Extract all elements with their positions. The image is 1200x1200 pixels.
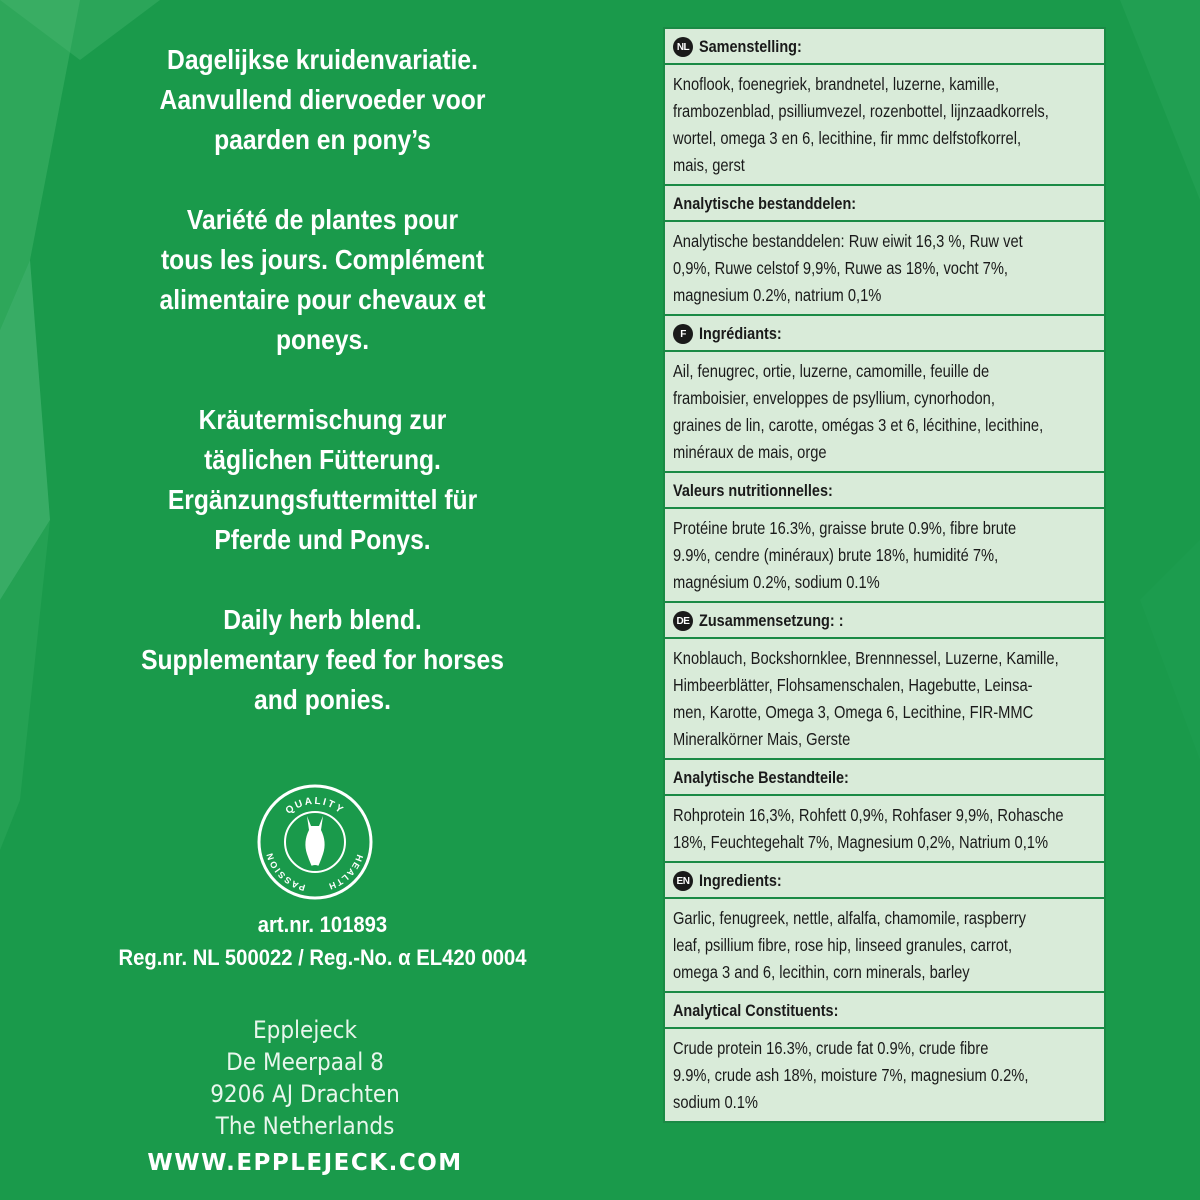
badge-left-text: PASSION: [264, 850, 307, 893]
language-badge-nl: NL: [673, 37, 693, 57]
intro-line: tous les jours. Complément: [160, 244, 485, 275]
section-body-nl-analytical: [665, 222, 1104, 316]
svg-text:QUALITY: [284, 796, 346, 817]
heading-text: Ingrédiants:: [699, 324, 782, 343]
body-line: graines de lin, carotte, omégas 3 et 6, lécithine, lecithine,: [673, 415, 1044, 435]
body-line: Knoblauch, Bockshornklee, Brennnessel, Luzerne, Kamille,: [673, 648, 1059, 668]
section-body-en-analytical: [665, 1029, 1104, 1121]
intro-fr: [92, 200, 554, 360]
badge-right-text: HEALTH: [326, 853, 365, 892]
body-line: Knoflook, foenegriek, brandnetel, luzerne, kamille,: [673, 74, 1000, 94]
intro-line: Ergänzungsfuttermittel für: [167, 484, 478, 515]
section-heading-fr-ingredients: [665, 316, 1104, 352]
body-line: Garlic, fenugreek, nettle, alfalfa, chamomile, raspberry: [673, 908, 1026, 928]
section-body-de-analytical: [665, 796, 1104, 863]
body-line: wortel, omega 3 en 6, lecithine, fir mmc delfstofkorrel,: [673, 128, 1022, 148]
intro-line: and ponies.: [254, 684, 391, 715]
intro-line: Kräutermischung zur: [198, 404, 447, 435]
intro-line: Dagelijkse kruidenvariatie.: [167, 44, 478, 75]
svg-text:HEALTH: [326, 853, 365, 892]
body-line: magnésium 0.2%, sodium 0.1%: [673, 572, 880, 592]
intro-line: poneys.: [275, 324, 370, 355]
body-line: Mineralkörner Mais, Gerste: [673, 729, 851, 749]
body-line: 9.9%, cendre (minéraux) brute 18%, humidité 7%,: [673, 545, 999, 565]
body-line: leaf, psillium fibre, rose hip, linseed granules, carrot,: [673, 935, 1013, 955]
intro-line: paarden en pony’s: [214, 124, 431, 155]
body-line: minéraux de mais, orge: [673, 442, 827, 462]
address-line: Epplejeck: [252, 1016, 358, 1044]
heading-text: Analytische bestanddelen:: [673, 194, 857, 213]
company-address: [85, 1014, 526, 1142]
intro-de: [92, 400, 554, 560]
section-heading-en-analytical: [665, 993, 1104, 1029]
address-line: 9206 AJ Drachten: [210, 1080, 400, 1108]
article-number: art.nr. 101893: [257, 912, 388, 937]
section-body-fr-nutritional: [665, 509, 1104, 603]
intro-line: Pferde und Ponys.: [214, 524, 431, 555]
intro-line: Aanvullend diervoeder voor: [159, 84, 486, 115]
composition-panel: [663, 27, 1106, 1123]
section-heading-fr-nutritional: [665, 473, 1104, 509]
body-line: men, Karotte, Omega 3, Omega 6, Lecithine, FIR-MMC: [673, 702, 1034, 722]
body-line: framboisier, enveloppes de psyllium, cynorhodon,: [673, 388, 995, 408]
body-line: 9.9%, crude ash 18%, moisture 7%, magnesium 0.2%,: [673, 1065, 1029, 1085]
body-line: Rohprotein 16,3%, Rohfett 0,9%, Rohfaser 9,9%, Rohasche: [673, 805, 1064, 825]
intro-en: [92, 600, 554, 720]
section-heading-nl-analytical: [665, 186, 1104, 222]
section-body-de-composition: [665, 639, 1104, 760]
body-line: frambozenblad, psilliumvezel, rozenbottel, lijnzaadkorrels,: [673, 101, 1049, 121]
heading-text: Analytische Bestandteile:: [673, 768, 849, 787]
language-badge-de: DE: [673, 611, 693, 631]
intro-line: täglichen Fütterung.: [204, 444, 441, 475]
section-body-en-ingredients: [665, 899, 1104, 993]
intro-line: Daily herb blend.: [223, 604, 422, 635]
quality-badge: [255, 782, 375, 902]
section-heading-de-composition: [665, 603, 1104, 639]
heading-text: Samenstelling:: [699, 37, 802, 56]
heading-text: Ingredients:: [699, 871, 782, 890]
badge-top-text: QUALITY: [283, 795, 347, 817]
intro-line: Supplementary feed for horses: [141, 644, 504, 675]
registration-number: Reg.nr. NL 500022 / Reg.-No. α EL420 0004: [118, 945, 527, 970]
intro-text-column: [60, 40, 585, 760]
section-heading-de-analytical: [665, 760, 1104, 796]
body-line: Ail, fenugrec, ortie, luzerne, camomille, feuille de: [673, 361, 990, 381]
body-line: Himbeerblätter, Flohsamenschalen, Hagebutte, Leinsa-: [673, 675, 1033, 695]
body-line: 0,9%, Ruwe celstof 9,9%, Ruwe as 18%, vocht 7%,: [673, 258, 1009, 278]
section-body-nl-composition: [665, 65, 1104, 186]
body-line: sodium 0.1%: [673, 1092, 758, 1112]
body-line: omega 3 and 6, lecithin, corn minerals, barley: [673, 962, 970, 982]
body-line: mais, gerst: [673, 155, 745, 175]
body-line: 18%, Feuchtegehalt 7%, Magnesium 0,2%, Natrium 0,1%: [673, 832, 1049, 852]
section-body-fr-ingredients: [665, 352, 1104, 473]
language-badge-en: EN: [673, 871, 693, 891]
intro-nl: [92, 40, 554, 160]
address-line: The Netherlands: [215, 1112, 395, 1140]
body-line: Crude protein 16.3%, crude fat 0.9%, crude fibre: [673, 1038, 989, 1058]
section-heading-nl-composition: [665, 29, 1104, 65]
body-line: Analytische bestanddelen: Ruw eiwit 16,3 %, Ruw vet: [673, 231, 1023, 251]
website-link[interactable]: WWW.EPPLEJECK.COM: [147, 1150, 463, 1176]
body-line: Protéine brute 16.3%, graisse brute 0.9%, fibre brute: [673, 518, 1017, 538]
heading-text: Analytical Constituents:: [673, 1001, 839, 1020]
intro-line: Variété de plantes pour: [186, 204, 459, 235]
body-line: magnesium 0.2%, natrium 0,1%: [673, 285, 882, 305]
svg-text:PASSION: [264, 851, 306, 893]
language-badge-fr: F: [673, 324, 693, 344]
address-line: De Meerpaal 8: [226, 1048, 384, 1076]
intro-line: alimentaire pour chevaux et: [159, 284, 486, 315]
heading-text: Zusammensetzung: :: [699, 611, 844, 630]
horse-head-icon: [305, 816, 324, 872]
heading-text: Valeurs nutritionnelles:: [673, 481, 833, 500]
section-heading-en-ingredients: [665, 863, 1104, 899]
